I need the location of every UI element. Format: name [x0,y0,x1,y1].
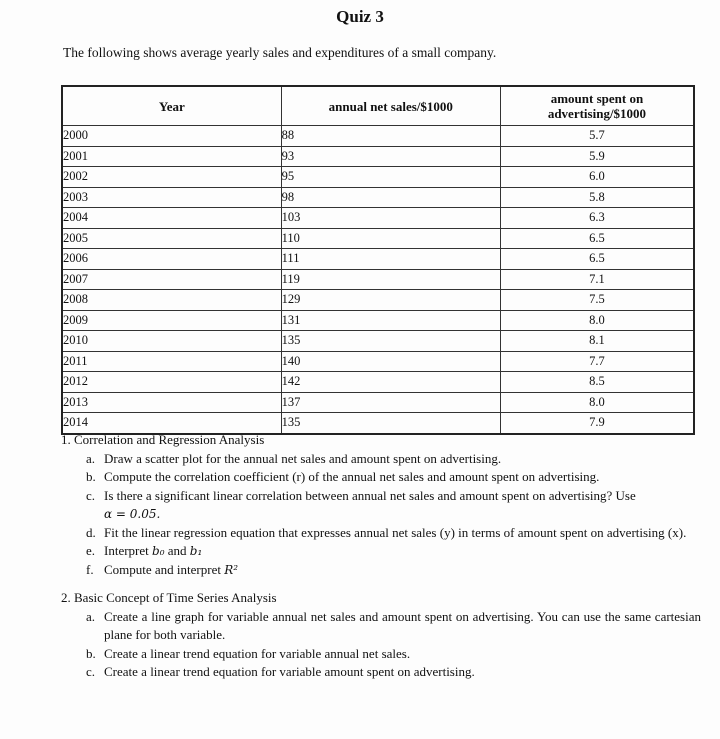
year-cell: 2003 [62,187,281,208]
table-row [62,310,694,331]
year-cell: 2005 [62,228,281,249]
year-cell: 2002 [62,167,281,188]
table-row [62,290,694,311]
year-cell: 2004 [62,208,281,229]
year-cell: 2007 [62,269,281,290]
sales-cell: 129 [281,290,500,311]
question-1e [86,542,701,561]
advertising-cell: 5.9 [500,146,694,167]
question-1c [86,487,701,524]
table-row [62,146,694,167]
sales-cell: 93 [281,146,500,167]
sales-cell: 111 [281,249,500,270]
question-marker: b. [86,469,96,484]
year-cell: 2008 [62,290,281,311]
table-row [62,372,694,393]
advertising-cell: 7.9 [500,413,694,434]
year-cell: 2006 [62,249,281,270]
question-1a [86,450,701,469]
year-cell: 2009 [62,310,281,331]
table-row [62,187,694,208]
advertising-cell: 8.0 [500,310,694,331]
page-title: Quiz 3 [336,7,384,26]
question-2c [86,663,701,682]
question-1b [86,468,701,487]
sales-cell: 103 [281,208,500,229]
alpha-value: α = 0.05. [104,507,161,521]
advertising-cell: 8.0 [500,392,694,413]
year-cell: 2000 [62,126,281,147]
table-row [62,228,694,249]
advertising-cell: 8.1 [500,331,694,352]
question-marker: d. [86,524,96,540]
sales-cell: 135 [281,413,500,434]
question-marker: e. [86,543,96,558]
sales-cell: 137 [281,392,500,413]
question-marker: a. [86,608,96,624]
question-1f [86,561,701,580]
year-cell: 2012 [62,372,281,393]
table-row [62,351,694,372]
advertising-cell: 6.5 [500,228,694,249]
sales-cell: 110 [281,228,500,249]
question-2b [86,645,701,664]
table-row [62,208,694,229]
sales-cell: 88 [281,126,500,147]
question-marker: f. [86,561,94,577]
advertising-cell: 5.7 [500,126,694,147]
header-advertising: amount spent on advertising/$1000 [500,86,694,126]
table-row [62,249,694,270]
sales-cell: 140 [281,351,500,372]
table-row [62,167,694,188]
table-row [62,126,694,147]
sales-table [61,85,695,435]
advertising-cell: 7.1 [500,269,694,290]
question-marker: c. [86,664,96,679]
section-1-heading: 1. Correlation and Regression Analysis [61,432,265,447]
table-header-row [62,86,694,126]
question-marker: a. [86,450,96,466]
question-text: Compute and interpret [104,561,225,577]
year-cell: 2010 [62,331,281,352]
year-cell: 2011 [62,351,281,372]
advertising-cell: 7.7 [500,351,694,372]
sales-cell: 135 [281,331,500,352]
question-text: Create a line graph for variable annual net sales and amount spent on advertising. You can use the same cartesian plane for both variable. [104,608,701,642]
section-2 [61,589,701,682]
sales-cell: 95 [281,167,500,188]
sales-cell: 119 [281,269,500,290]
year-cell: 2001 [62,146,281,167]
question-text: Create a linear trend equation for variable amount spent on advertising. [104,664,475,679]
header-sales: annual net sales/$1000 [281,86,500,126]
table-body [62,126,694,434]
question-text: Is there a significant linear correlation between annual net sales and amount spent on advertising? Use [104,487,636,503]
advertising-cell: 6.0 [500,167,694,188]
year-cell: 2013 [62,392,281,413]
advertising-cell: 6.5 [500,249,694,270]
b0-symbol: b₀ [152,544,165,558]
table-row [62,269,694,290]
question-text: Interpret [104,543,153,558]
table-row [62,331,694,352]
advertising-cell: 7.5 [500,290,694,311]
advertising-cell: 6.3 [500,208,694,229]
question-text: Draw a scatter plot for the annual net sales and amount spent on advertising. [104,450,502,466]
table-row [62,392,694,413]
r2-symbol: R² [224,562,239,577]
questions [61,431,701,682]
sales-cell: 131 [281,310,500,331]
advertising-cell: 5.8 [500,187,694,208]
advertising-cell: 8.5 [500,372,694,393]
header-year: Year [62,86,281,126]
question-text: and [164,543,190,558]
intro-text: The following shows average yearly sales and expenditures of a small company. [63,45,497,60]
question-1d [86,524,701,543]
b1-symbol: b₁ [189,544,203,558]
section-2-heading: 2. Basic Concept of Time Series Analysis [61,590,277,605]
question-text: Compute the correlation coefficient (r) of the annual net sales and amount spent on advertising. [104,469,600,484]
question-text: Fit the linear regression equation that expresses annual net sales (y) in terms of amount spent on advertising (x). [104,524,687,540]
question-marker: b. [86,645,96,661]
sales-cell: 98 [281,187,500,208]
year-cell: 2014 [62,413,281,434]
sales-cell: 142 [281,372,500,393]
question-2a [86,608,701,645]
question-marker: c. [86,487,96,503]
question-text: Create a linear trend equation for variable annual net sales. [104,645,411,661]
section-1 [61,431,701,579]
